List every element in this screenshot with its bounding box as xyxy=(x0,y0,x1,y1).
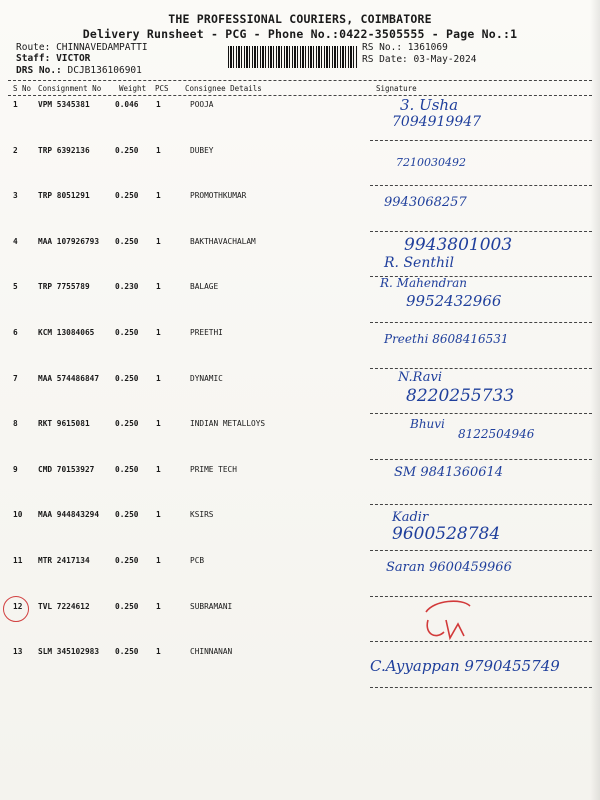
row-8-consignee: INDIAN METALLOYS xyxy=(190,419,266,429)
route-line xyxy=(16,42,148,53)
red-circle-mark xyxy=(3,596,29,622)
row-1-signature: 3. Usha xyxy=(400,96,459,114)
staff-label: Staff: xyxy=(16,53,51,64)
row-5-signature: R. Mahendran xyxy=(380,276,467,291)
rs-date-value: 03-May-2024 xyxy=(413,54,477,65)
row-4-consignment: MAA 107926793 xyxy=(38,236,100,246)
row-7-weight: 0.250 xyxy=(115,373,139,383)
row-13-signature: C.Ayyappan 9790455749 xyxy=(370,657,560,676)
row-2-pcs: 1 xyxy=(156,145,161,155)
rs-no-value: 1361069 xyxy=(407,42,448,53)
row-1-separator xyxy=(370,140,592,141)
row-7-consignee: DYNAMIC xyxy=(190,373,223,383)
barcode xyxy=(228,46,358,68)
row-10-consignment: MAA 944843294 xyxy=(38,510,100,520)
row-1-pcs: 1 xyxy=(156,100,161,109)
row-9-consignee: PRIME TECH xyxy=(190,464,237,474)
row-5-weight: 0.230 xyxy=(115,282,139,292)
row-13-consignee: CHINNANAN xyxy=(190,647,233,657)
row-9-separator xyxy=(370,504,592,505)
row-2-consignment: TRP 6392136 xyxy=(38,145,90,155)
row-7-pcs: 1 xyxy=(156,373,161,383)
row-3-signature: 9943068257 xyxy=(384,195,467,211)
col-header-pcs: PCS xyxy=(155,84,169,93)
rs-no-line xyxy=(362,42,448,53)
col-header-sno: S No xyxy=(13,84,32,93)
drs-line xyxy=(16,65,142,76)
row-6-weight: 0.250 xyxy=(115,328,139,337)
route-label: Route: xyxy=(16,42,51,53)
col-header-signature: Signature xyxy=(376,84,417,93)
row-2-consignee: DUBEY xyxy=(190,145,214,155)
row-12-separator xyxy=(370,641,592,642)
row-11-sno: 11 xyxy=(13,556,23,565)
row-7-separator xyxy=(370,413,592,414)
row-7-sno: 7 xyxy=(13,373,18,383)
header-rule-top xyxy=(8,80,592,81)
row-4-consignee: BAKTHAVACHALAM xyxy=(190,236,256,246)
row-2-separator xyxy=(370,185,592,186)
drs-value: DCJB136106901 xyxy=(67,65,142,76)
row-12-consignment: TVL 7224612 xyxy=(38,601,90,611)
row-5-consignment: TRP 7755789 xyxy=(38,282,90,292)
col-header-consignment: Consignment No xyxy=(38,84,102,93)
staff-line xyxy=(16,53,90,64)
row-5-sno: 5 xyxy=(13,282,18,292)
row-3-sno: 3 xyxy=(13,191,18,201)
col-header-weight: Weight xyxy=(119,84,147,93)
rs-date-label: RS Date: xyxy=(362,54,408,65)
row-3-consignee: PROMOTHKUMAR xyxy=(190,191,247,201)
row-4-sno: 4 xyxy=(13,236,18,246)
row-11-consignment: MTR 2417134 xyxy=(38,556,90,565)
row-6-consignee: PREETHI xyxy=(190,328,223,337)
staff-value: VICTOR xyxy=(56,53,91,64)
row-6-separator xyxy=(370,368,592,369)
row-7-signature-extra: 8220255733 xyxy=(406,385,515,406)
row-5-separator xyxy=(370,322,592,323)
row-3-weight: 0.250 xyxy=(115,191,139,201)
row-4-pcs: 1 xyxy=(156,236,161,246)
row-5-signature-extra: 9952432966 xyxy=(406,292,502,311)
row-9-sno: 9 xyxy=(13,464,18,474)
row-8-separator xyxy=(370,459,592,460)
row-12-sno: 12 xyxy=(13,601,23,611)
row-1-consignee: POOJA xyxy=(190,100,214,109)
row-11-pcs: 1 xyxy=(156,556,161,565)
drs-label: DRS No.: xyxy=(16,65,62,76)
row-11-separator xyxy=(370,596,592,597)
row-4-signature-extra: R. Senthil xyxy=(384,254,454,271)
row-12-pcs: 1 xyxy=(156,601,161,611)
row-1-signature-extra: 7094919947 xyxy=(392,114,482,130)
row-11-signature: Saran 9600459966 xyxy=(386,560,512,575)
row-10-sno: 10 xyxy=(13,510,23,520)
row-13-consignment: SLM 345102983 xyxy=(38,647,100,657)
row-9-pcs: 1 xyxy=(156,464,161,474)
row-12-weight: 0.250 xyxy=(115,601,139,611)
row-13-pcs: 1 xyxy=(156,647,161,657)
row-8-pcs: 1 xyxy=(156,419,161,429)
row-13-sno: 13 xyxy=(13,647,23,657)
row-1-weight: 0.046 xyxy=(115,100,139,109)
row-4-signature: 9943801003 xyxy=(404,234,513,255)
row-7-signature: N.Ravi xyxy=(398,369,443,385)
row-6-consignment: KCM 13084065 xyxy=(38,328,95,337)
route-value: CHINNAVEDAMPATTI xyxy=(56,42,148,53)
runsheet-title: Delivery Runsheet - PCG - Phone No.:0422-3505555 - Page No.:1 xyxy=(82,27,518,41)
row-6-pcs: 1 xyxy=(156,328,161,337)
row-6-signature: Preethi 8608416531 xyxy=(384,332,509,346)
row-5-pcs: 1 xyxy=(156,282,161,292)
row-10-signature: Kadir xyxy=(392,510,429,526)
row-1-sno: 1 xyxy=(13,100,18,109)
row-11-weight: 0.250 xyxy=(115,556,139,565)
row-10-consignee: KSIRS xyxy=(190,510,214,520)
red-scribble-mark xyxy=(414,598,476,644)
row-10-signature-extra: 9600528784 xyxy=(392,524,501,545)
row-8-weight: 0.250 xyxy=(115,419,139,429)
row-13-separator xyxy=(370,687,592,688)
rs-no-label: RS No.: xyxy=(362,42,403,53)
row-9-weight: 0.250 xyxy=(115,464,139,474)
row-2-sno: 2 xyxy=(13,145,18,155)
row-5-consignee: BALAGE xyxy=(190,282,219,292)
row-10-weight: 0.250 xyxy=(115,510,139,520)
row-7-consignment: MAA 574486847 xyxy=(38,373,100,383)
row-8-consignment: RKT 9615081 xyxy=(38,419,90,429)
row-8-signature: Bhuvi xyxy=(410,417,445,432)
row-9-signature: SM 9841360614 xyxy=(394,464,504,480)
row-13-weight: 0.250 xyxy=(115,647,139,657)
row-10-pcs: 1 xyxy=(156,510,161,520)
row-2-signature: 7210030492 xyxy=(396,155,466,169)
row-8-signature-extra: 8122504946 xyxy=(458,427,535,442)
col-header-consignee: Consignee Details xyxy=(185,84,262,93)
row-11-consignee: PCB xyxy=(190,556,205,565)
row-6-sno: 6 xyxy=(13,328,18,337)
row-4-weight: 0.250 xyxy=(115,236,139,246)
row-3-separator xyxy=(370,231,592,232)
row-8-sno: 8 xyxy=(13,419,18,429)
row-9-consignment: CMD 70153927 xyxy=(38,464,95,474)
row-2-weight: 0.250 xyxy=(115,145,139,155)
row-3-pcs: 1 xyxy=(156,191,161,201)
row-3-consignment: TRP 8051291 xyxy=(38,191,90,201)
row-10-separator xyxy=(370,550,592,551)
company-title: THE PROFESSIONAL COURIERS, COIMBATORE xyxy=(168,12,432,26)
row-12-consignee: SUBRAMANI xyxy=(190,601,233,611)
page-fold-shadow xyxy=(590,0,600,800)
row-1-consignment: VPM 5345381 xyxy=(38,100,90,109)
rs-date-line xyxy=(362,54,476,65)
header-rule-bottom xyxy=(8,95,592,96)
